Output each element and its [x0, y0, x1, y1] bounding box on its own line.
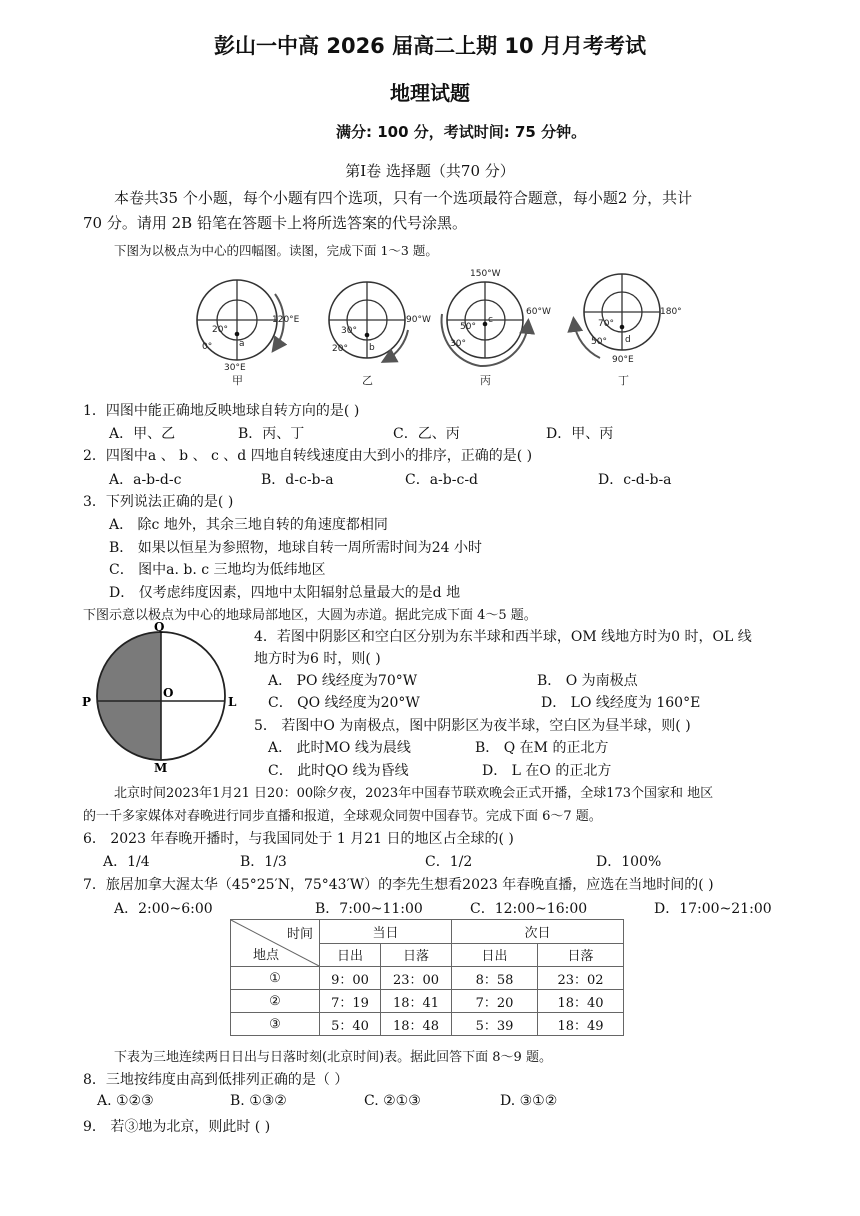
ding-name: 丁: [618, 374, 629, 387]
table-header-set-1: 日落: [381, 943, 452, 967]
q3-option-c: C． 图中a. b. c 三地均为低纬地区: [109, 562, 326, 578]
table-cell: 7：19: [320, 990, 381, 1013]
q1-option-c: C．乙、丙: [393, 426, 460, 442]
table-corner-time: 时间: [286, 927, 313, 942]
q7-option-b: B．7:00~11:00: [315, 901, 423, 917]
sunrise-sunset-table: [230, 919, 624, 1036]
table-cell: 18：49: [538, 1013, 624, 1036]
table-cell: 5：39: [452, 1013, 538, 1036]
table-cell: 8：58: [452, 967, 538, 990]
q2-option-a: A．a-b-d-c: [109, 472, 182, 488]
fig2-label-q: Q: [154, 622, 165, 634]
fig2-label-l: L: [228, 695, 237, 709]
section-instructions-2: 70 分。请用 2B 铅笔在答题卡上将所选答案的代号涂黑。: [83, 214, 467, 232]
intro-1-3: 下图为以极点为中心的四幅图。读图，完成下面 1～3 题。: [114, 243, 438, 258]
q4-stem-2: 地方时为6 时，则( ): [254, 651, 381, 667]
table-cell: 5：40: [320, 1013, 381, 1036]
table-corner-place: 地点: [253, 948, 280, 963]
jia-right-label: 120°E: [272, 315, 300, 325]
table-header-rise-1: 日出: [320, 943, 381, 967]
exam-meta: 满分: 100 分，考试时间: 75 分钟。: [336, 123, 587, 141]
q2-option-b: B．d-c-b-a: [261, 472, 334, 488]
yi-lat-outer: 20°: [332, 344, 348, 354]
diagram-bing: [442, 269, 551, 387]
table-header-rise-2: 日出: [452, 943, 538, 967]
diagram-ding: [574, 274, 682, 387]
fig2-label-o: O: [163, 686, 174, 700]
q7-option-a: A．2:00~6:00: [114, 901, 213, 917]
table-cell: 18：40: [538, 990, 624, 1013]
exam-title: 彭山一中高 2026 届高二上期 10 月月考考试: [214, 34, 646, 58]
q4-option-a: A． PO 线经度为70°W: [268, 673, 418, 689]
jia-point: a: [239, 339, 245, 349]
yi-right-label: 90°W: [406, 315, 431, 325]
q6-option-a: A．1/4: [103, 854, 150, 870]
table-corner-cell: [231, 920, 320, 967]
q2-stem: 2．四图中a 、 b 、 c 、d 四地自转线速度由大到小的排序，正确的是( ): [83, 448, 533, 464]
q8-option-c: C. ②①③: [364, 1093, 421, 1109]
diagram-yi: [329, 282, 431, 387]
ding-lat-inner: 70°: [598, 319, 614, 329]
q7-option-d: D．17:00~21:00: [654, 901, 772, 917]
q5-option-c: C． 此时QO 线为昏线: [268, 763, 409, 779]
q1-stem: 1．四图中能正确地反映地球自转方向的是( ): [83, 403, 360, 419]
q8-stem: 8．三地按纬度由高到低排列正确的是（ ）: [83, 1072, 349, 1088]
q5-option-a: A． 此时MO 线为晨线: [268, 740, 411, 756]
jia-bottom-label: 30°E: [224, 363, 246, 373]
yi-name: 乙: [362, 374, 373, 387]
q1-option-b: B．丙、丁: [238, 426, 305, 442]
table-header-set-2: 日落: [538, 943, 624, 967]
bing-top-label: 150°W: [470, 269, 501, 279]
table-cell: 9：00: [320, 967, 381, 990]
fig2-label-m: M: [154, 761, 168, 772]
intro-6-7-line1: 北京时间2023年1月21 日20：00除夕夜，2023年中国春节联欢晚会正式开播，全球173个国家和 地区: [114, 786, 714, 801]
q4-option-d: D． LO 线经度为 160°E: [541, 695, 701, 711]
q7-option-c: C．12:00~16:00: [470, 901, 588, 917]
bing-lat-outer: 30°: [450, 339, 466, 349]
exam-subtitle: 地理试题: [390, 81, 470, 105]
q2-option-c: C．a-b-c-d: [405, 472, 479, 488]
q7-stem: 7．旅居加拿大渥太华（45°25′N，75°43′W）的李先生想看2023 年春晚直播，应选在当地时间的( ): [83, 877, 714, 893]
q6-stem: 6． 2023 年春晚开播时，与我国同处于 1 月21 日的地区占全球的( ): [83, 831, 514, 847]
table-header-day2: 次日: [452, 920, 624, 944]
table-row: [231, 967, 624, 990]
table-row: [231, 990, 624, 1013]
q5-option-d: D． L 在O 的正北方: [482, 763, 612, 779]
table-cell: 23：02: [538, 967, 624, 990]
q6-option-c: C．1/2: [425, 854, 473, 870]
jia-lat-outer: 0°: [202, 342, 213, 352]
q4-stem-1: 4．若图中阴影区和空白区分别为东半球和西半球，OM 线地方时为0 时，OL 线: [254, 629, 752, 645]
intro-4-5: 下图示意以极点为中心的地球局部地区，大圆为赤道。据此完成下面 4～5 题。: [83, 608, 537, 623]
table-cell: 18：41: [381, 990, 452, 1013]
intro-8-9: 下表为三地连续两日日出与日落时刻(北京时间)表。据此回答下面 8～9 题。: [114, 1050, 552, 1065]
table-cell-place: ③: [231, 1013, 320, 1036]
section-instructions-1: 本卷共35 个小题，每个小题有四个选项，只有一个选项最符合题意，每小题2 分，共计: [114, 189, 693, 207]
polar-diagrams-figure: [180, 262, 700, 390]
table-cell: 7：20: [452, 990, 538, 1013]
fig2-label-p: P: [82, 695, 92, 709]
bing-name: 丙: [480, 374, 491, 387]
q6-option-b: B．1/3: [240, 854, 287, 870]
jia-lat-inner: 20°: [212, 325, 228, 335]
diagram-jia: [197, 280, 300, 387]
ding-right-label: 180°: [660, 307, 682, 317]
q1-option-a: A．甲、乙: [109, 426, 176, 442]
q2-option-d: D．c-d-b-a: [598, 472, 672, 488]
bing-right-label: 60°W: [526, 307, 551, 317]
ding-lat-outer: 50°: [591, 337, 607, 347]
yi-point: b: [369, 343, 375, 353]
q5-option-b: B． Q 在M 的正北方: [475, 740, 609, 756]
bing-point: c: [488, 315, 493, 325]
bing-lat-inner: 50°: [460, 322, 476, 332]
ding-bottom-label: 90°E: [612, 355, 634, 365]
q5-stem: 5． 若图中O 为南极点，图中阴影区为夜半球，空白区为昼半球，则( ): [254, 718, 691, 734]
table-cell-place: ①: [231, 967, 320, 990]
q8-option-b: B. ①③②: [230, 1093, 287, 1109]
q8-option-d: D. ③①②: [500, 1093, 558, 1109]
table-cell: 18：48: [381, 1013, 452, 1036]
q9-stem: 9． 若③地为北京，则此时 ( ): [83, 1119, 271, 1135]
q6-option-d: D．100%: [596, 854, 662, 870]
q3-stem: 3．下列说法正确的是( ): [83, 494, 234, 510]
yi-lat-inner: 30°: [341, 326, 357, 336]
equator-figure: [80, 622, 250, 772]
q1-option-d: D．甲、丙: [546, 426, 614, 442]
q8-option-a: A. ①②③: [97, 1093, 154, 1109]
q3-option-b: B． 如果以恒星为参照物，地球自转一周所需时间为24 小时: [109, 540, 483, 556]
q4-option-b: B． O 为南极点: [537, 673, 638, 689]
table-row: [231, 1013, 624, 1036]
table-cell: 23：00: [381, 967, 452, 990]
section-heading: 第Ⅰ卷 选择题（共70 分）: [345, 162, 515, 180]
q4-option-c: C． QO 线经度为20°W: [268, 695, 420, 711]
intro-6-7-line2: 的一千多家媒体对春晚进行同步直播和报道，全球观众同贺中国春节。完成下面 6～7 题。: [83, 809, 602, 824]
table-cell-place: ②: [231, 990, 320, 1013]
q3-option-a: A． 除c 地外，其余三地自转的角速度都相同: [109, 517, 388, 533]
jia-name: 甲: [232, 374, 243, 387]
ding-point: d: [625, 335, 631, 345]
q3-option-d: D． 仅考虑纬度因素，四地中太阳辐射总量最大的是d 地: [109, 585, 461, 601]
table-header-day1: 当日: [320, 920, 452, 944]
